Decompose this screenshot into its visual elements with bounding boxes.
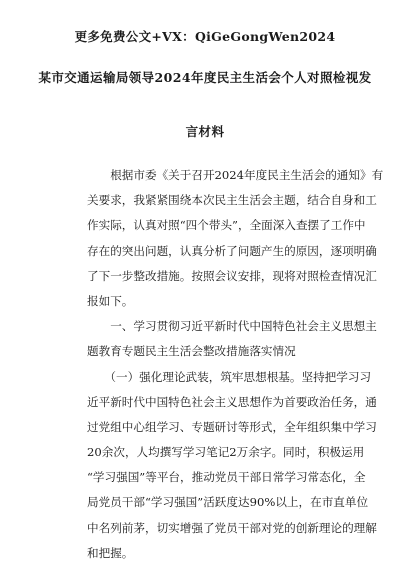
body-line: 作实际，认真对照“四个带头”，全面深入查摆了工作中 [87,218,366,233]
section-heading-line: 题教育专题民主生活会整改措施落实情况 [87,344,296,359]
body-line: 存在的突出问题，认真分析了问题产生的原因，逐项明确 [87,243,377,258]
body-line: 近平新时代中国特色社会主义思想作为首要政治任务，通 [87,394,377,409]
body-line: 报如下。 [87,293,134,308]
body-line: 局党员干部“学习强国”活跃度达90%以上，在市直单位 [87,495,369,510]
body-line: 和把握。 [87,545,134,560]
body-line: “学习强国”等平台，推动党员干部日常学习常态化，全 [87,470,366,485]
body-line: 20余次，人均撰写学习笔记2万余字。同时，积极运用 [87,445,365,460]
body-line: 过党组中心组学习、专题研讨等形式，全年组织集中学习 [87,419,377,434]
body-line: 了下一步整改措施。按照会议安排，现将对照检查情况汇 [87,268,377,283]
body-line: 根据市委《关于召开2024年度民主生活会的通知》有 [87,168,384,182]
document-body [87,163,384,566]
body-line: （一）强化理论武装，筑牢思想根基。坚持把学习习 [87,369,372,384]
body-line: 中名列前茅，切实增强了党员干部对党的创新理论的理解 [87,520,377,535]
watermark-header: 更多免费公文+VX：QiGeGongWen2024 [74,29,336,44]
body-line: 关要求，我紧紧围绕本次民主生活会主题，结合自身和工 [87,193,377,208]
document-title-line-2: 言材料 [185,124,225,139]
document-title-line-1: 某市交通运输局领导2024年度民主生活会个人对照检视发 [38,70,372,85]
section-heading-line: 一、学习贯彻习近平新时代中国特色社会主义思想主 [87,319,377,334]
